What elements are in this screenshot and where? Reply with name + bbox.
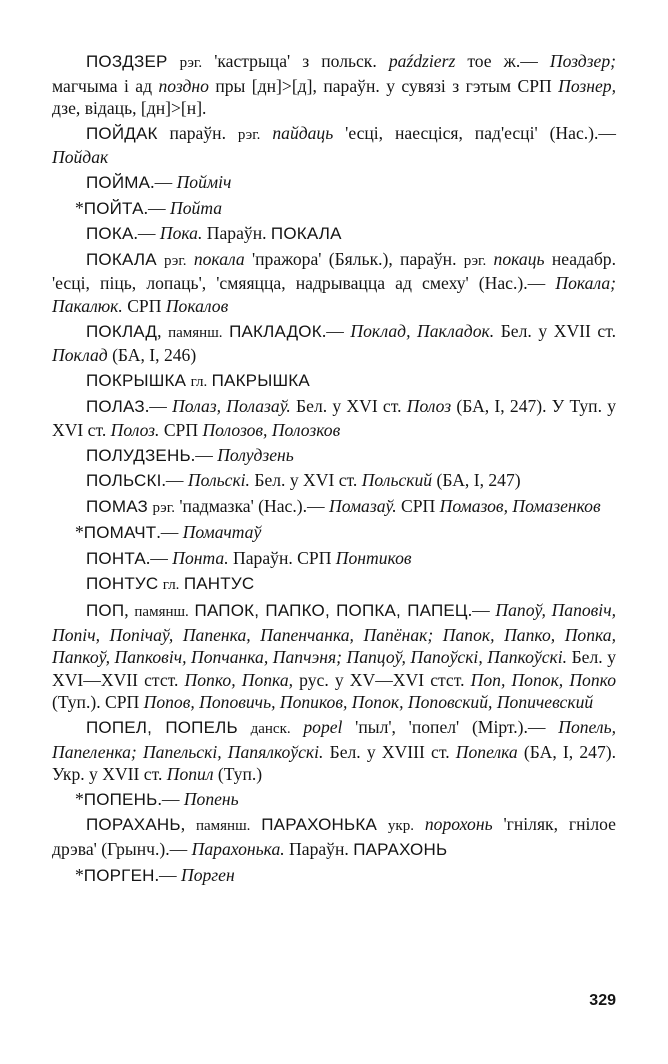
dictionary-entry-pomacht xyxy=(52,521,616,545)
italic-form: порохонь xyxy=(424,814,493,835)
entry-text: 'пыл', 'попел' (Мірт.).— xyxy=(342,717,559,738)
dictionary-entry-pomaz xyxy=(52,495,616,520)
entry-text: .— xyxy=(145,547,173,568)
entry-text: .— xyxy=(143,197,171,218)
headword: ПОКА xyxy=(86,224,134,244)
dictionary-entry-poima xyxy=(52,171,616,195)
italic-form: Полозов, Полозков xyxy=(202,419,341,440)
entry-text xyxy=(250,814,261,834)
italic-form: Полудзень xyxy=(217,444,294,465)
italic-form: Поп, Попок, Попко xyxy=(470,669,616,690)
entry-text: тое ж.— xyxy=(455,51,550,71)
headword: ПОКРЫШКА xyxy=(86,370,187,390)
headword: ПОМАЧТ xyxy=(83,523,157,543)
italic-form: Поклад xyxy=(52,345,108,366)
entry-text: * xyxy=(75,197,84,218)
entry-text: .— xyxy=(144,396,173,417)
dictionary-entry-polski xyxy=(52,469,616,493)
dictionary-entry-poita xyxy=(52,197,616,221)
entry-text xyxy=(291,717,304,737)
italic-form: Попил xyxy=(166,764,214,785)
entry-text xyxy=(187,249,194,269)
headword: ПОЙТА xyxy=(83,198,144,218)
dictionary-entry-porgen xyxy=(52,864,616,888)
headword: ПОКАЛА xyxy=(86,249,157,269)
dictionary-entry-poludzen xyxy=(52,444,616,468)
headword: ПОЛАЗ xyxy=(86,397,145,417)
italic-form: Пойта xyxy=(170,197,223,218)
italic-form: Помачтаў xyxy=(182,522,262,543)
entry-text: (БА, I, 247). У Туп. у XVI ст. xyxy=(52,396,617,440)
italic-form: Поклад, Пакладок. xyxy=(350,320,495,341)
italic-form: Понта. xyxy=(172,547,229,568)
italic-form: Поздзер; xyxy=(549,51,616,71)
entry-text: Параўн. xyxy=(202,223,271,244)
entry-text: СРП xyxy=(122,295,166,316)
entry-text: (БА, I, 246) xyxy=(107,345,197,366)
abbreviation: памянш. xyxy=(195,818,251,835)
dictionary-entry-pontus xyxy=(52,572,616,597)
entry-text: магчыма і ад xyxy=(52,75,159,96)
dictionary-entry-pokala xyxy=(52,248,616,318)
entry-text: 'кастрыца' з польск. xyxy=(202,51,389,71)
entry-text xyxy=(414,814,425,834)
headword: ПОНТУС xyxy=(86,574,159,594)
entry-text: (БА, I, 247). Укр. у XVII ст. xyxy=(52,741,616,785)
italic-form: paździerz xyxy=(388,51,456,71)
italic-form: покаць xyxy=(493,248,545,269)
entry-text: .— xyxy=(157,788,184,809)
entry-text: , xyxy=(180,814,196,835)
italic-form: Пойдак xyxy=(52,147,109,168)
entry-text: 'есці, наесціся, пад'есці' (Нас.).— xyxy=(333,122,616,143)
entry-text xyxy=(157,249,164,269)
entry-text: Бел. у XVI—XVII стст. xyxy=(52,647,616,690)
abbreviation: укр. xyxy=(387,818,414,835)
dictionary-entry-poklad xyxy=(52,320,616,367)
headword: ПАРАХОНЬ xyxy=(353,840,448,859)
entry-text: пры [дн]>[д], параўн. у сувязі з гэтым СРП xyxy=(208,75,559,96)
entry-text: (БА, I, 247) xyxy=(432,470,521,491)
italic-form: Пойміч xyxy=(176,171,232,192)
dictionary-entry-popel xyxy=(52,716,616,786)
italic-form: Полоз. xyxy=(110,419,160,440)
dictionary-entry-ponta xyxy=(52,547,616,571)
headword: ПАКЛАДОК xyxy=(229,321,322,341)
entry-text: дзе, відаць, [дн]>[н]. xyxy=(52,98,207,119)
headword: ПАНТУС xyxy=(183,574,255,594)
entry-text: СРП xyxy=(396,495,440,516)
entry-text: (Туп.). СРП xyxy=(52,692,144,713)
italic-form: Попов, Поповичь, Попиков, Попок, Поповский, Попичевский xyxy=(143,692,594,713)
dictionary-entry-poka xyxy=(52,222,616,246)
entry-text: Параўн. СРП xyxy=(228,547,336,568)
italic-form: поздно xyxy=(158,75,209,96)
dictionary-entry-pokryshka xyxy=(52,369,616,394)
entry-text: Параўн. xyxy=(284,839,354,859)
italic-form: покала xyxy=(193,248,245,269)
entry-text xyxy=(238,717,251,737)
entry-text: рус. у XV—XVI стст. xyxy=(293,669,471,690)
headword: ПОРАХАНЬ xyxy=(86,815,181,835)
entry-text: 'падмазка' (Нас.).— xyxy=(174,495,329,516)
italic-form: Покалов xyxy=(165,295,229,316)
entry-text: СРП xyxy=(159,419,203,440)
entry-text: * xyxy=(75,864,84,885)
entry-text: .— xyxy=(133,223,160,244)
italic-form: Помазов, Помазенков xyxy=(439,495,601,516)
headword: ПОМАЗ xyxy=(86,496,149,516)
headword: ПОПЕНЬ xyxy=(83,789,158,809)
headword: ПОРГЕН xyxy=(83,865,155,885)
italic-form: Порген xyxy=(181,864,235,885)
abbreviation: рэг. xyxy=(164,252,187,269)
headword: ПОЛУДЗЕНЬ xyxy=(86,445,191,465)
italic-form: Попень xyxy=(183,788,239,809)
dictionary-entry-pozdzer xyxy=(52,50,616,120)
italic-form: Покала; Пакалюк. xyxy=(52,273,616,316)
entry-text xyxy=(260,123,272,143)
headword: ПАПОК, ПАПКО, ПОПКА, ПАПЕЦ xyxy=(194,601,468,621)
dictionary-entry-popen xyxy=(52,788,616,812)
entries-column xyxy=(52,50,616,889)
abbreviation: памянш. xyxy=(134,604,189,621)
entry-text: , xyxy=(124,600,135,621)
italic-form: Польский xyxy=(361,470,433,491)
dictionary-entry-pop xyxy=(52,599,616,714)
entry-text: Бел. у XVI ст. xyxy=(249,470,362,491)
abbreviation: гл. xyxy=(162,577,180,594)
entry-text: .— xyxy=(161,470,188,491)
entry-text xyxy=(377,814,388,834)
entry-text: .— xyxy=(156,522,183,543)
abbreviation: данск. xyxy=(250,721,291,738)
entry-text: (Туп.) xyxy=(213,764,263,785)
entry-text: * xyxy=(75,788,84,809)
headword: ПОКЛАД xyxy=(86,321,158,341)
italic-form: Попель, Папеленка; Папельскі, Папялкоўскі. xyxy=(52,717,616,762)
italic-form: popel xyxy=(303,717,343,738)
italic-form: Парахонька. xyxy=(191,839,285,859)
headword: ПОП xyxy=(86,601,125,621)
entry-text: 'пражора' (Бяльк.), параўн. xyxy=(244,248,464,269)
italic-form: Познер, xyxy=(558,75,616,96)
abbreviation: рэг. xyxy=(179,55,203,71)
entry-text: .— xyxy=(150,171,177,192)
entry-text xyxy=(486,249,493,269)
italic-form: Понтиков xyxy=(335,547,412,568)
headword: ПОЛЬСКІ xyxy=(86,471,162,491)
abbreviation: рэг. xyxy=(463,252,487,269)
entry-text: .— xyxy=(154,864,181,885)
page-number: 329 xyxy=(589,992,616,1009)
entry-text: Бел. у XVI ст. xyxy=(290,396,407,417)
dictionary-entry-poidak xyxy=(52,122,616,169)
entry-text: .— xyxy=(190,444,218,465)
entry-text: 'гніляк, гнілое дрэва' (Грынч.).— xyxy=(52,814,616,859)
abbreviation: рэг. xyxy=(237,126,261,143)
headword: ПОЙМА xyxy=(86,172,151,192)
entry-text: .— xyxy=(467,600,496,621)
italic-form: Полаз, Полазаў. xyxy=(172,396,291,417)
italic-form: Полоз xyxy=(406,396,452,417)
italic-form: Папоў, Паповіч, Попіч, Попічаў, Папенка, Папенчанка, Папёнак; Папок, Папко, Попка, Папкоў, Папковіч, Попчанка, Папчэня; Папцоў, Папоўскі, Папкоўскі. xyxy=(52,600,616,668)
entry-text: .— xyxy=(321,320,351,341)
entry-text: * xyxy=(75,522,84,543)
italic-form: Помазаў. xyxy=(328,495,397,516)
headword: ПАРАХОНЬКА xyxy=(261,815,378,835)
entry-text: параўн. xyxy=(157,122,238,143)
headword: ПОНТА xyxy=(86,548,146,568)
abbreviation: рэг. xyxy=(152,499,175,516)
italic-form: Польскі. xyxy=(187,470,250,491)
italic-form: Попко, Попка, xyxy=(184,669,294,690)
dictionary-entry-porakhan xyxy=(52,813,616,861)
abbreviation: гл. xyxy=(190,373,208,390)
headword: ПОПЕЛ, ПОПЕЛЬ xyxy=(86,718,238,738)
entry-text: Бел. у XVIII ст. xyxy=(323,741,456,762)
entry-text: неадабр. 'есці, піць, лопаць', 'смяяцца, надрывацца ад смеху' (Нас.).— xyxy=(52,248,616,294)
headword: ПОЙДАК xyxy=(86,123,158,143)
italic-form: Попелка xyxy=(455,741,518,762)
headword: ПОЗДЗЕР xyxy=(86,52,168,71)
headword: ПАКРЫШКА xyxy=(211,370,310,390)
headword: ПОКАЛА xyxy=(270,224,342,244)
entry-text: , xyxy=(157,320,169,341)
italic-form: Пока. xyxy=(159,223,203,244)
entry-text: Бел. у XVII ст. xyxy=(494,320,617,341)
dictionary-entry-polaz xyxy=(52,395,616,441)
italic-form: пайдаць xyxy=(272,122,334,143)
entry-text xyxy=(168,51,180,71)
abbreviation: памянш. xyxy=(168,324,223,341)
